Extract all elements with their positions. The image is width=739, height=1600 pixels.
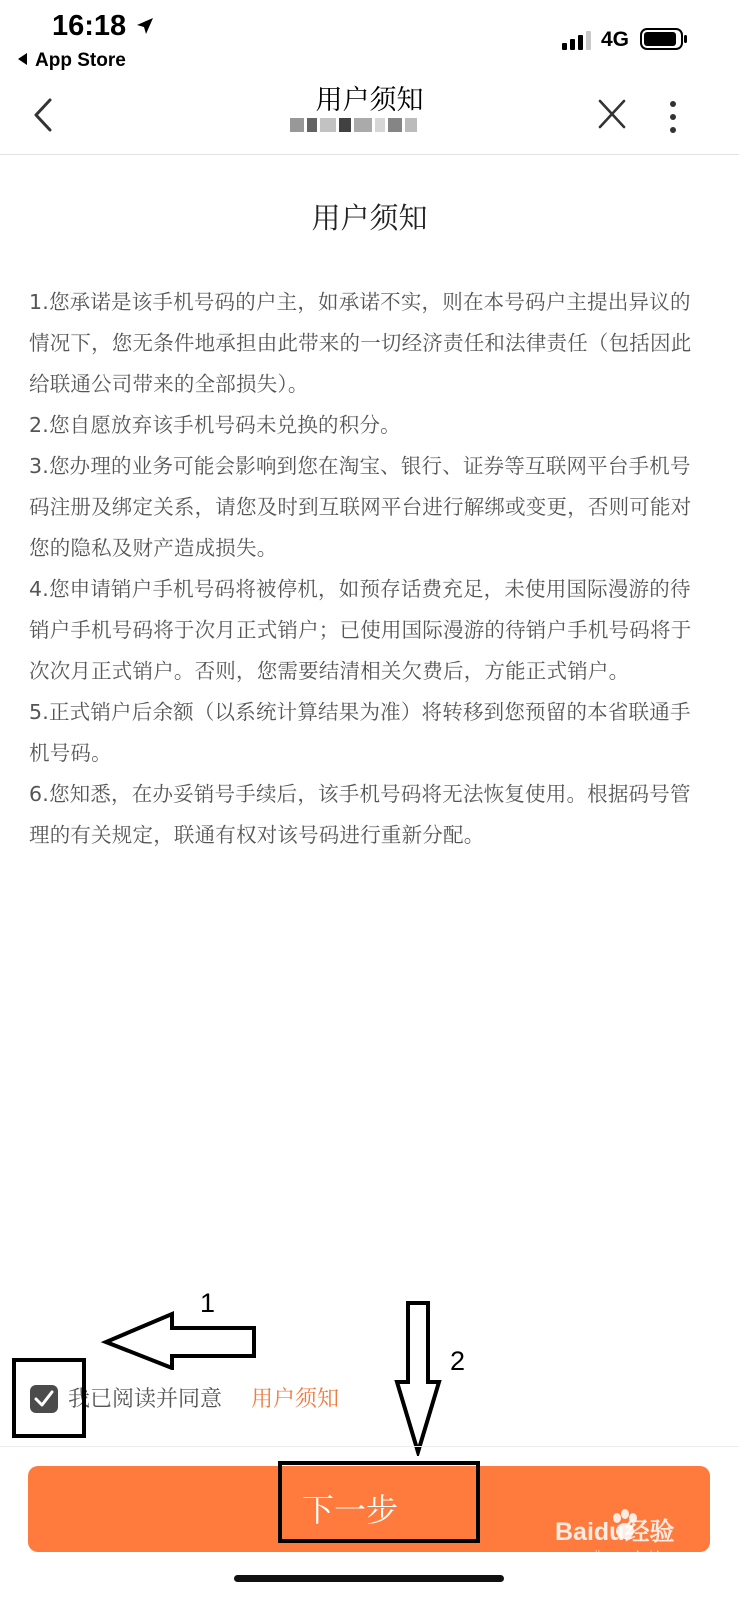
back-app-label: App Store bbox=[35, 50, 126, 71]
annotation-arrow-2 bbox=[393, 1300, 443, 1456]
network-type: 4G bbox=[601, 28, 630, 51]
more-vertical-icon[interactable] bbox=[667, 100, 679, 134]
nav-title: 用户须知 bbox=[315, 85, 424, 116]
notice-item: 5.正式销户后余额（以系统计算结果为准）将转移到您预留的本省联通手机号码。 bbox=[29, 700, 691, 765]
back-to-app-store[interactable] bbox=[18, 50, 126, 72]
status-time: 16:18 bbox=[52, 10, 127, 42]
annotation-label-1: 1 bbox=[200, 1288, 216, 1318]
notice-item: 3.您办理的业务可能会影响到您在淘宝、银行、证券等互联网平台手机号码注册及绑定关系，请您及时到互联网平台进行解绑或变更，否则可能对您的隐私及财产造成损失。 bbox=[29, 454, 692, 560]
cellular-signal-icon bbox=[562, 30, 592, 50]
agree-text: 我已阅读并同意 bbox=[68, 1387, 223, 1412]
next-step-label: 下一步 bbox=[301, 1491, 398, 1529]
location-arrow-icon bbox=[135, 16, 155, 36]
annotation-box-checkbox bbox=[12, 1358, 86, 1438]
notice-item: 6.您知悉，在办妥销号手续后，该手机号码将无法恢复使用。根据码号管理的有关规定，联通有权对该号码进行重新分配。 bbox=[29, 782, 691, 847]
watermark-text: Baidu经验 bbox=[555, 1518, 675, 1546]
bottom-divider bbox=[0, 1446, 739, 1447]
notice-item: 4.您申请销户手机号码将被停机，如预存话费充足，未使用国际漫游的待销户手机号码将于次月正式销户；已使用国际漫游的待销户手机号码将于次次月正式销户。否则，您需要结清相关欠费后，方能正式销户。 bbox=[29, 577, 692, 683]
annotation-arrow-1 bbox=[100, 1310, 260, 1370]
user-notice-link[interactable]: 用户须知 bbox=[251, 1387, 340, 1412]
back-triangle-icon bbox=[18, 53, 27, 65]
close-icon[interactable] bbox=[597, 98, 627, 130]
status-bar bbox=[0, 0, 739, 80]
home-indicator bbox=[234, 1575, 504, 1582]
document-title: 用户须知 bbox=[311, 201, 428, 235]
nav-divider bbox=[0, 154, 739, 155]
notice-item: 2.您自愿放弃该手机号码未兑换的积分。 bbox=[29, 413, 401, 437]
battery-icon bbox=[640, 28, 688, 50]
annotation-box-next bbox=[278, 1461, 480, 1543]
annotation-label-2: 2 bbox=[450, 1346, 466, 1376]
document-body bbox=[29, 282, 709, 856]
nav-subtitle-redacted bbox=[290, 117, 445, 137]
notice-item: 1.您承诺是该手机号码的户主，如承诺不实，则在本号码户主提出异议的情况下，您无条件地承担由此带来的一切经济责任和法律责任（包括因此给联通公司带来的全部损失）。 bbox=[29, 290, 692, 396]
watermark-url: jingyan.baidu.com bbox=[595, 1548, 692, 1562]
